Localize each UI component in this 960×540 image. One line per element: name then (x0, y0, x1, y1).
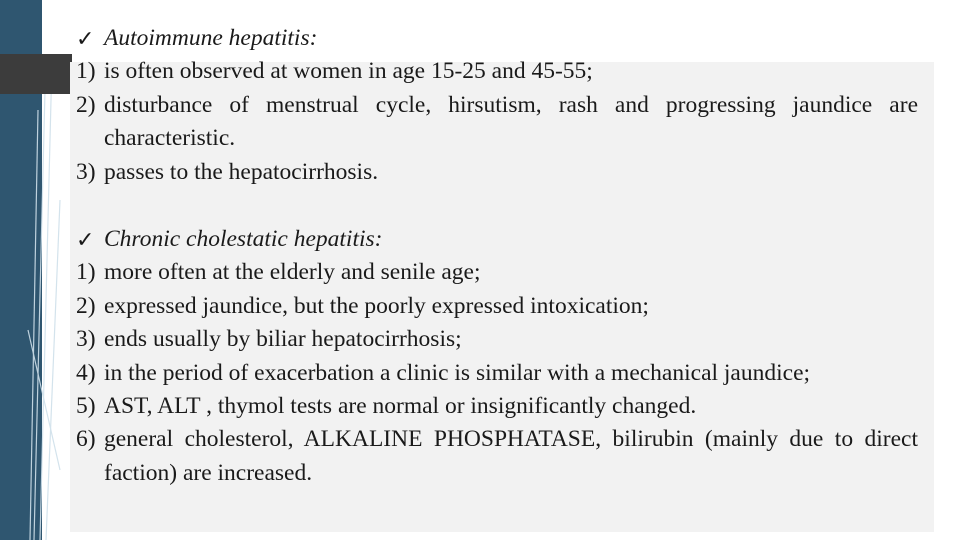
section-heading-cholestatic (76, 223, 918, 256)
item-number: 2) (76, 292, 96, 319)
item-number: 4) (76, 359, 96, 386)
item-number: 1) (76, 259, 96, 286)
item-text: in the period of exacerbation a clinic is similar with a mechanical jaundice; (104, 359, 811, 386)
text-area (76, 22, 918, 490)
item-number: 3) (76, 158, 96, 185)
item-number: 2) (76, 91, 96, 118)
item-text: expressed jaundice, but the poorly expressed intoxication; (104, 292, 649, 319)
dark-tab (0, 54, 72, 94)
section-heading-autoimmune (76, 22, 918, 55)
list-item (76, 357, 918, 390)
item-text: is often observed at women in age 15-25 and 45-55; (104, 58, 593, 85)
heading-text: Autoimmune hepatitis: (104, 25, 318, 51)
item-number: 5) (76, 393, 96, 420)
checkmark-icon: ✓ (76, 26, 95, 51)
list-item (76, 423, 918, 490)
item-text: ends usually by biliar hepatocirrhosis; (104, 326, 462, 353)
list-item (76, 156, 918, 189)
list-item (76, 390, 918, 423)
item-number: 6) (76, 426, 96, 453)
item-text: passes to the hepatocirrhosis. (104, 158, 379, 185)
list-item (76, 55, 918, 88)
item-number: 3) (76, 326, 96, 353)
item-text: disturbance of menstrual cycle, hirsutism, rash and progressing jaundice are characteristic. (104, 91, 918, 152)
list-item (76, 290, 918, 323)
heading-text: Chronic cholestatic hepatitis: (104, 226, 383, 253)
list-item (76, 89, 918, 156)
item-text: general cholesterol, ALKALINE PHOSPHATASE, bilirubin (mainly due to direct faction) are increased. (104, 426, 918, 486)
checkmark-icon: ✓ (76, 227, 95, 253)
item-text: AST, ALT , thymol tests are normal or insignificantly changed. (104, 393, 697, 420)
list-item (76, 256, 918, 289)
list-item (76, 323, 918, 356)
item-text: more often at the elderly and senile age; (104, 259, 481, 286)
item-number: 1) (76, 58, 96, 85)
